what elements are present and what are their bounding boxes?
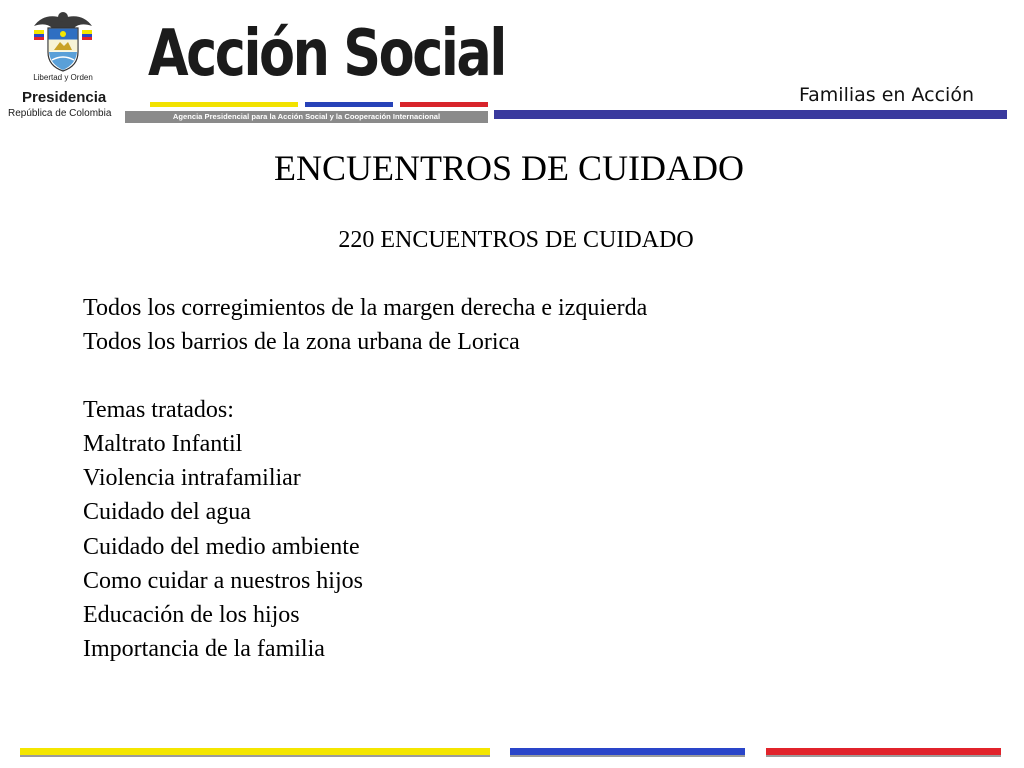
- brand-stripe-blue: [305, 102, 393, 107]
- topic-item: Cuidado del agua: [83, 499, 251, 525]
- coverage-line: Todos los corregimientos de la margen derecha e izquierda: [83, 295, 648, 321]
- country-label: República de Colombia: [8, 108, 112, 119]
- footer-stripe-blue: [510, 748, 745, 755]
- brand-tagline: Agencia Presidencial para la Acción Social y la Cooperación Internacional: [125, 111, 488, 123]
- topic-item: Como cuidar a nuestros hijos: [83, 568, 363, 594]
- slide-subtitle: 220 ENCUENTROS DE CUIDADO: [338, 227, 694, 253]
- footer-stripe-yellow: [20, 748, 490, 755]
- presidency-label: Presidencia: [22, 89, 107, 106]
- topic-item: Importancia de la familia: [83, 636, 325, 662]
- coverage-line: Todos los barrios de la zona urbana de Lorica: [83, 329, 520, 355]
- topic-item: Educación de los hijos: [83, 602, 300, 628]
- footer-stripe-red: [766, 748, 1001, 755]
- header-rule: [494, 110, 1007, 119]
- slide-title: ENCUENTROS DE CUIDADO: [274, 148, 744, 188]
- topic-item: Maltrato Infantil: [83, 431, 243, 457]
- seal-motto: Libertad y Orden: [33, 73, 93, 82]
- coat-of-arms-icon: [30, 8, 96, 74]
- brand-stripe-red: [400, 102, 488, 107]
- brand-stripe-yellow: [150, 102, 298, 107]
- brand-logo: Acción Social: [148, 17, 505, 91]
- topics-heading: Temas tratados:: [83, 397, 234, 423]
- program-name: Familias en Acción: [798, 84, 974, 106]
- topic-item: Cuidado del medio ambiente: [83, 534, 360, 560]
- topic-item: Violencia intrafamiliar: [83, 465, 301, 491]
